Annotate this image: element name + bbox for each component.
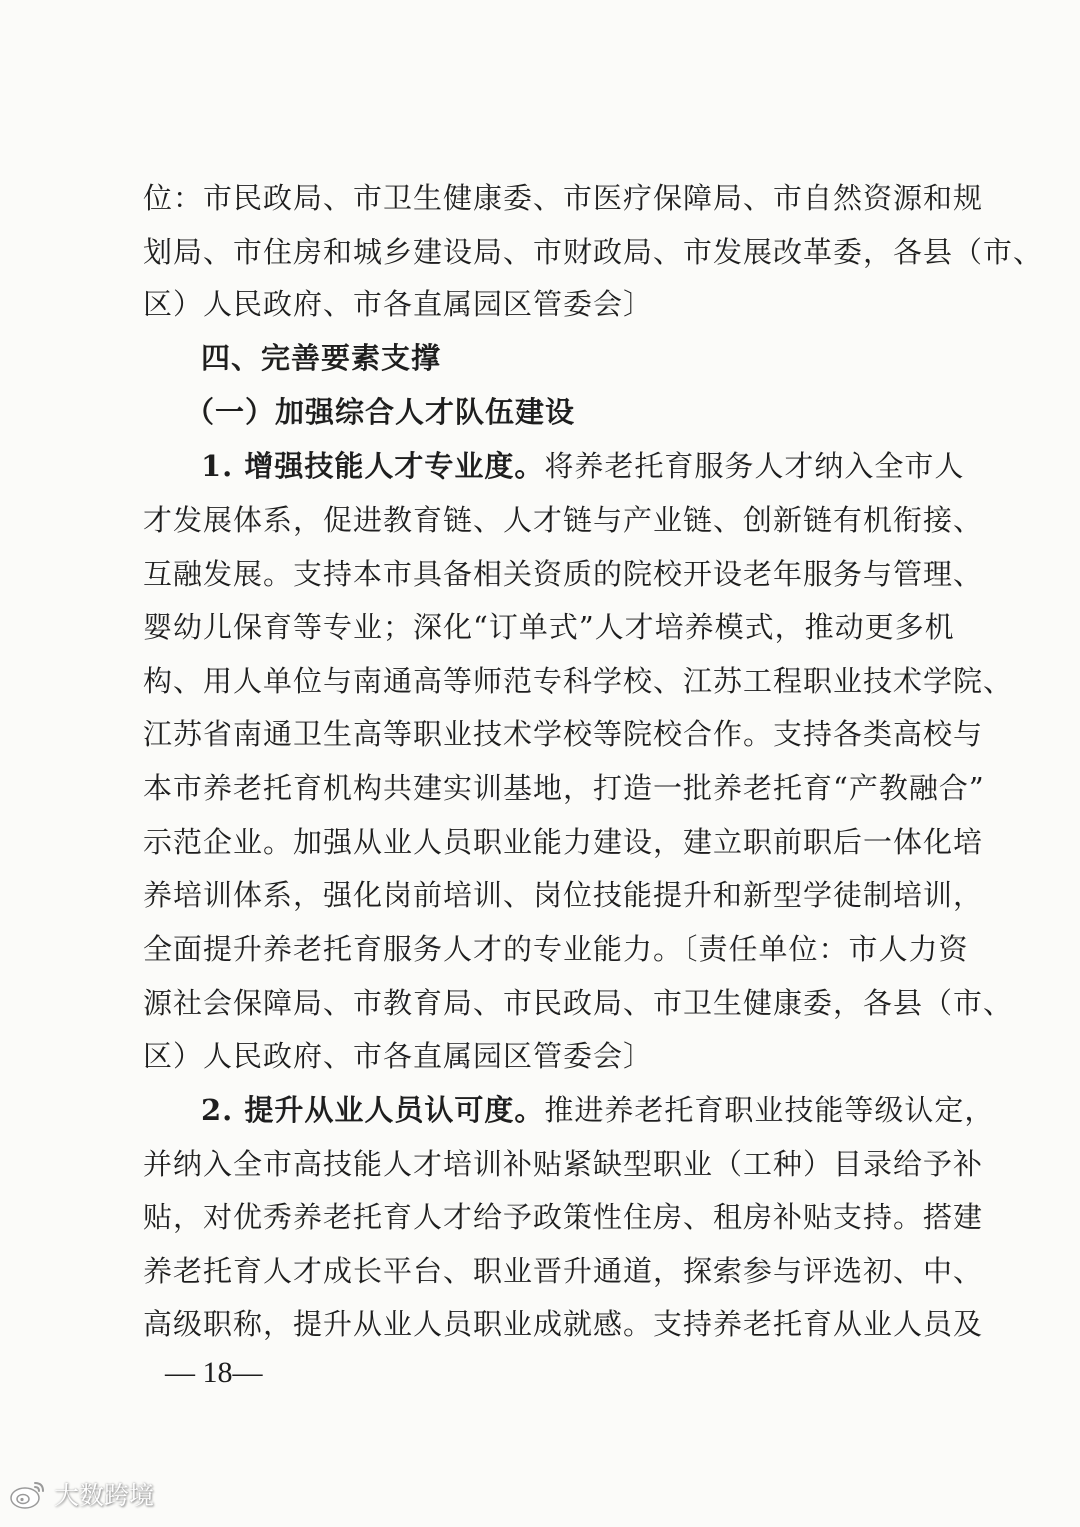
page-number: — 18—	[165, 1356, 263, 1389]
body-line: 区）人民政府、市各直属园区管委会〕	[143, 287, 654, 321]
subsection-heading: （一）加强综合人才队伍建设	[185, 395, 576, 429]
body-line: 示范企业。加强从业人员职业能力建设，建立职前职后一体化培	[143, 825, 984, 859]
weibo-icon	[8, 1477, 48, 1511]
item-1-first-line	[201, 439, 965, 493]
body-line: 位：市民政局、市卫生健康委、市医疗保障局、市自然资源和规	[143, 181, 984, 215]
body-line: 婴幼儿保育等专业；深化“订单式”人才培养模式，推动更多机	[143, 610, 955, 644]
item-1-title: 1. 增强技能人才专业度。	[201, 449, 545, 483]
body-line: 贴，对优秀养老托育人才给予政策性住房、租房补贴支持。搭建	[143, 1200, 984, 1234]
body-line: 才发展体系，促进教育链、人才链与产业链、创新链有机衔接、	[143, 503, 984, 537]
item-1-text: 将养老托育服务人才纳入全市人	[544, 449, 965, 483]
body-line: 全面提升养老托育服务人才的专业能力。〔责任单位：市人力资	[143, 932, 969, 966]
body-line: 本市养老托育机构共建实训基地，打造一批养老托育“产教融合”	[143, 771, 985, 805]
body-line: 并纳入全市高技能人才培训补贴紧缺型职业（工种）目录给予补	[143, 1147, 984, 1181]
section-heading: 四、完善要素支撑	[201, 341, 442, 375]
watermark-text: 大数跨境	[54, 1481, 155, 1510]
body-line: 养培训体系，强化岗前培训、岗位技能提升和新型学徒制培训，	[143, 878, 984, 912]
body-line: 互融发展。支持本市具备相关资质的院校开设老年服务与管理、	[143, 557, 984, 591]
body-line: 构、用人单位与南通高等师范专科学校、江苏工程职业技术学院、	[143, 664, 1014, 698]
body-line: 江苏省南通卫生高等职业技术学校等院校合作。支持各类高校与	[143, 717, 984, 751]
body-line: 源社会保障局、市教育局、市民政局、市卫生健康委，各县（市、	[143, 986, 1014, 1020]
watermark	[8, 1470, 154, 1518]
item-2-text: 推进养老托育职业技能等级认定，	[544, 1093, 995, 1127]
item-2-first-line	[201, 1083, 995, 1137]
body-line: 区）人民政府、市各直属园区管委会〕	[143, 1039, 654, 1073]
body-line: 高级职称，提升从业人员职业成就感。支持养老托育从业人员及	[143, 1307, 984, 1341]
body-line: 划局、市住房和城乡建设局、市财政局、市发展改革委，各县（市、	[143, 235, 1044, 269]
body-line: 养老托育人才成长平台、职业晋升通道，探索参与评选初、中、	[143, 1254, 984, 1288]
item-2-title: 2. 提升从业人员认可度。	[201, 1093, 545, 1127]
